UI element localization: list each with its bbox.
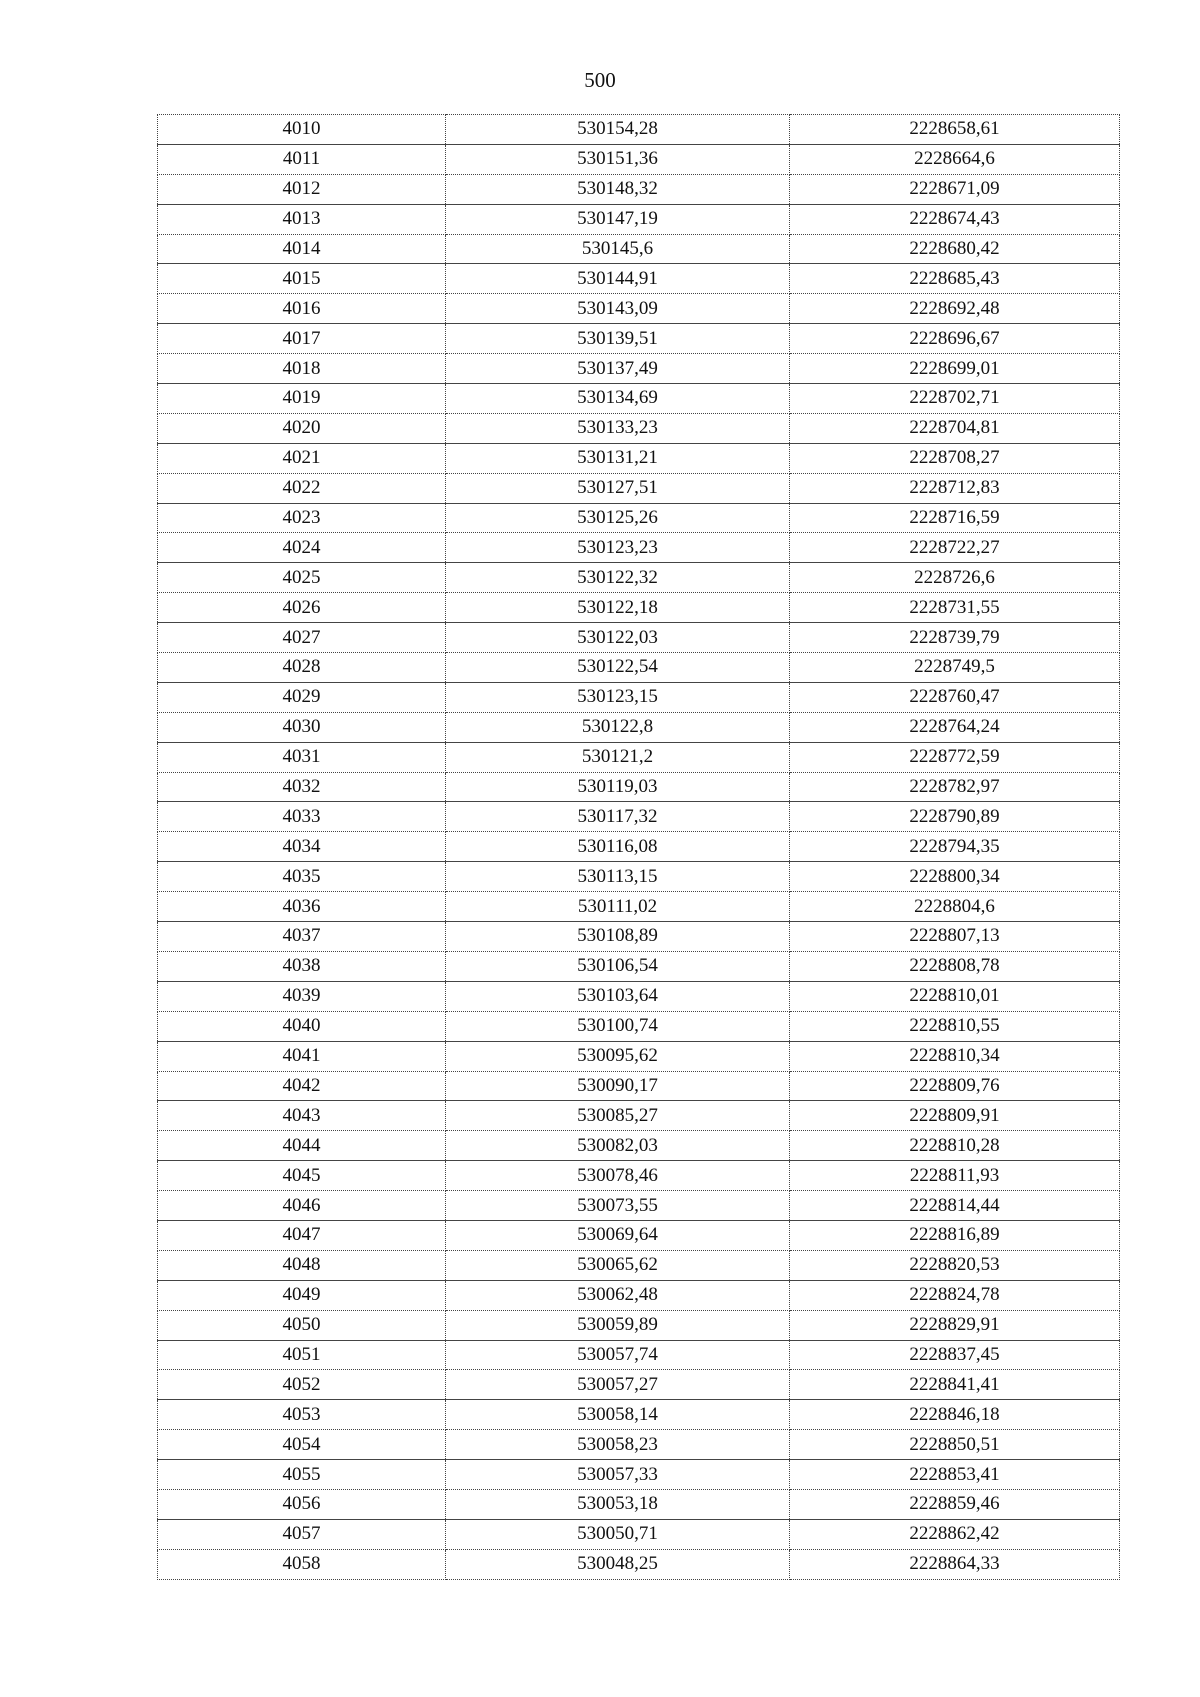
table-row <box>158 1071 1120 1101</box>
table-row <box>158 563 1120 593</box>
table-row <box>158 1250 1120 1280</box>
y-coordinate-cell: 2228837,45 <box>790 1340 1120 1370</box>
table-row <box>158 1041 1120 1071</box>
table-row <box>158 1549 1120 1579</box>
x-coordinate-cell: 530057,74 <box>446 1340 790 1370</box>
point-number-cell: 4050 <box>158 1310 446 1340</box>
point-number-cell: 4051 <box>158 1340 446 1370</box>
coordinates-table-body <box>158 115 1120 1580</box>
y-coordinate-cell: 2228664,6 <box>790 144 1120 174</box>
table-row <box>158 473 1120 503</box>
table-row <box>158 1370 1120 1400</box>
y-coordinate-cell: 2228764,24 <box>790 712 1120 742</box>
y-coordinate-cell: 2228680,42 <box>790 234 1120 264</box>
table-row <box>158 1489 1120 1519</box>
table-row <box>158 264 1120 294</box>
x-coordinate-cell: 530122,32 <box>446 563 790 593</box>
point-number-cell: 4020 <box>158 413 446 443</box>
table-row <box>158 144 1120 174</box>
y-coordinate-cell: 2228739,79 <box>790 623 1120 653</box>
x-coordinate-cell: 530121,2 <box>446 742 790 772</box>
coordinates-table <box>157 114 1120 1580</box>
y-coordinate-cell: 2228782,97 <box>790 772 1120 802</box>
table-row <box>158 204 1120 234</box>
point-number-cell: 4048 <box>158 1250 446 1280</box>
point-number-cell: 4055 <box>158 1460 446 1490</box>
y-coordinate-cell: 2228850,51 <box>790 1430 1120 1460</box>
y-coordinate-cell: 2228807,13 <box>790 922 1120 952</box>
x-coordinate-cell: 530125,26 <box>446 503 790 533</box>
point-number-cell: 4043 <box>158 1101 446 1131</box>
point-number-cell: 4025 <box>158 563 446 593</box>
y-coordinate-cell: 2228800,34 <box>790 862 1120 892</box>
point-number-cell: 4037 <box>158 922 446 952</box>
x-coordinate-cell: 530050,71 <box>446 1519 790 1549</box>
point-number-cell: 4036 <box>158 892 446 922</box>
point-number-cell: 4035 <box>158 862 446 892</box>
point-number-cell: 4045 <box>158 1161 446 1191</box>
table-row <box>158 384 1120 414</box>
point-number-cell: 4053 <box>158 1400 446 1430</box>
x-coordinate-cell: 530144,91 <box>446 264 790 294</box>
y-coordinate-cell: 2228804,6 <box>790 892 1120 922</box>
table-row <box>158 981 1120 1011</box>
x-coordinate-cell: 530078,46 <box>446 1161 790 1191</box>
point-number-cell: 4042 <box>158 1071 446 1101</box>
x-coordinate-cell: 530069,64 <box>446 1220 790 1250</box>
table-row <box>158 354 1120 384</box>
point-number-cell: 4021 <box>158 443 446 473</box>
point-number-cell: 4017 <box>158 324 446 354</box>
x-coordinate-cell: 530085,27 <box>446 1101 790 1131</box>
y-coordinate-cell: 2228859,46 <box>790 1489 1120 1519</box>
table-row <box>158 503 1120 533</box>
y-coordinate-cell: 2228731,55 <box>790 593 1120 623</box>
point-number-cell: 4030 <box>158 712 446 742</box>
x-coordinate-cell: 530151,36 <box>446 144 790 174</box>
x-coordinate-cell: 530059,89 <box>446 1310 790 1340</box>
y-coordinate-cell: 2228810,55 <box>790 1011 1120 1041</box>
table-row <box>158 115 1120 145</box>
point-number-cell: 4019 <box>158 384 446 414</box>
y-coordinate-cell: 2228726,6 <box>790 563 1120 593</box>
table-row <box>158 1519 1120 1549</box>
table-row <box>158 1430 1120 1460</box>
y-coordinate-cell: 2228790,89 <box>790 802 1120 832</box>
table-row <box>158 1400 1120 1430</box>
x-coordinate-cell: 530131,21 <box>446 443 790 473</box>
table-row <box>158 742 1120 772</box>
point-number-cell: 4029 <box>158 682 446 712</box>
x-coordinate-cell: 530127,51 <box>446 473 790 503</box>
point-number-cell: 4026 <box>158 593 446 623</box>
point-number-cell: 4056 <box>158 1489 446 1519</box>
x-coordinate-cell: 530145,6 <box>446 234 790 264</box>
x-coordinate-cell: 530095,62 <box>446 1041 790 1071</box>
point-number-cell: 4046 <box>158 1191 446 1221</box>
point-number-cell: 4033 <box>158 802 446 832</box>
y-coordinate-cell: 2228814,44 <box>790 1191 1120 1221</box>
x-coordinate-cell: 530073,55 <box>446 1191 790 1221</box>
y-coordinate-cell: 2228794,35 <box>790 832 1120 862</box>
x-coordinate-cell: 530057,33 <box>446 1460 790 1490</box>
point-number-cell: 4057 <box>158 1519 446 1549</box>
x-coordinate-cell: 530147,19 <box>446 204 790 234</box>
table-row <box>158 832 1120 862</box>
x-coordinate-cell: 530122,54 <box>446 653 790 683</box>
table-row <box>158 174 1120 204</box>
table-row <box>158 802 1120 832</box>
table-row <box>158 413 1120 443</box>
x-coordinate-cell: 530106,54 <box>446 951 790 981</box>
y-coordinate-cell: 2228808,78 <box>790 951 1120 981</box>
point-number-cell: 4047 <box>158 1220 446 1250</box>
table-row <box>158 1191 1120 1221</box>
table-row <box>158 1460 1120 1490</box>
x-coordinate-cell: 530057,27 <box>446 1370 790 1400</box>
point-number-cell: 4031 <box>158 742 446 772</box>
point-number-cell: 4016 <box>158 294 446 324</box>
point-number-cell: 4018 <box>158 354 446 384</box>
table-row <box>158 324 1120 354</box>
table-row <box>158 1310 1120 1340</box>
point-number-cell: 4041 <box>158 1041 446 1071</box>
point-number-cell: 4011 <box>158 144 446 174</box>
y-coordinate-cell: 2228708,27 <box>790 443 1120 473</box>
y-coordinate-cell: 2228864,33 <box>790 1549 1120 1579</box>
y-coordinate-cell: 2228820,53 <box>790 1250 1120 1280</box>
table-row <box>158 533 1120 563</box>
table-row <box>158 951 1120 981</box>
x-coordinate-cell: 530123,23 <box>446 533 790 563</box>
x-coordinate-cell: 530103,64 <box>446 981 790 1011</box>
y-coordinate-cell: 2228712,83 <box>790 473 1120 503</box>
x-coordinate-cell: 530053,18 <box>446 1489 790 1519</box>
y-coordinate-cell: 2228696,67 <box>790 324 1120 354</box>
y-coordinate-cell: 2228749,5 <box>790 653 1120 683</box>
y-coordinate-cell: 2228862,42 <box>790 1519 1120 1549</box>
y-coordinate-cell: 2228722,27 <box>790 533 1120 563</box>
point-number-cell: 4054 <box>158 1430 446 1460</box>
table-row <box>158 1101 1120 1131</box>
table-row <box>158 1161 1120 1191</box>
y-coordinate-cell: 2228772,59 <box>790 742 1120 772</box>
y-coordinate-cell: 2228853,41 <box>790 1460 1120 1490</box>
x-coordinate-cell: 530143,09 <box>446 294 790 324</box>
table-row <box>158 1340 1120 1370</box>
x-coordinate-cell: 530122,03 <box>446 623 790 653</box>
point-number-cell: 4023 <box>158 503 446 533</box>
point-number-cell: 4015 <box>158 264 446 294</box>
x-coordinate-cell: 530108,89 <box>446 922 790 952</box>
point-number-cell: 4022 <box>158 473 446 503</box>
table-row <box>158 772 1120 802</box>
x-coordinate-cell: 530123,15 <box>446 682 790 712</box>
x-coordinate-cell: 530148,32 <box>446 174 790 204</box>
table-row <box>158 1131 1120 1161</box>
table-row <box>158 623 1120 653</box>
table-row <box>158 1011 1120 1041</box>
table-row <box>158 712 1120 742</box>
y-coordinate-cell: 2228841,41 <box>790 1370 1120 1400</box>
point-number-cell: 4058 <box>158 1549 446 1579</box>
point-number-cell: 4052 <box>158 1370 446 1400</box>
table-row <box>158 294 1120 324</box>
y-coordinate-cell: 2228704,81 <box>790 413 1120 443</box>
page-number: 500 <box>584 68 616 92</box>
table-row <box>158 922 1120 952</box>
y-coordinate-cell: 2228846,18 <box>790 1400 1120 1430</box>
point-number-cell: 4024 <box>158 533 446 563</box>
y-coordinate-cell: 2228829,91 <box>790 1310 1120 1340</box>
table-row <box>158 593 1120 623</box>
y-coordinate-cell: 2228824,78 <box>790 1280 1120 1310</box>
table-row <box>158 892 1120 922</box>
y-coordinate-cell: 2228702,71 <box>790 384 1120 414</box>
table-row <box>158 862 1120 892</box>
x-coordinate-cell: 530065,62 <box>446 1250 790 1280</box>
x-coordinate-cell: 530058,14 <box>446 1400 790 1430</box>
x-coordinate-cell: 530058,23 <box>446 1430 790 1460</box>
x-coordinate-cell: 530154,28 <box>446 115 790 145</box>
y-coordinate-cell: 2228671,09 <box>790 174 1120 204</box>
x-coordinate-cell: 530117,32 <box>446 802 790 832</box>
x-coordinate-cell: 530090,17 <box>446 1071 790 1101</box>
x-coordinate-cell: 530119,03 <box>446 772 790 802</box>
y-coordinate-cell: 2228809,91 <box>790 1101 1120 1131</box>
x-coordinate-cell: 530048,25 <box>446 1549 790 1579</box>
table-row <box>158 1280 1120 1310</box>
table-row <box>158 443 1120 473</box>
point-number-cell: 4028 <box>158 653 446 683</box>
y-coordinate-cell: 2228816,89 <box>790 1220 1120 1250</box>
point-number-cell: 4010 <box>158 115 446 145</box>
x-coordinate-cell: 530113,15 <box>446 862 790 892</box>
point-number-cell: 4049 <box>158 1280 446 1310</box>
point-number-cell: 4044 <box>158 1131 446 1161</box>
y-coordinate-cell: 2228658,61 <box>790 115 1120 145</box>
x-coordinate-cell: 530133,23 <box>446 413 790 443</box>
y-coordinate-cell: 2228674,43 <box>790 204 1120 234</box>
point-number-cell: 4039 <box>158 981 446 1011</box>
table-row <box>158 682 1120 712</box>
x-coordinate-cell: 530082,03 <box>446 1131 790 1161</box>
point-number-cell: 4032 <box>158 772 446 802</box>
y-coordinate-cell: 2228810,01 <box>790 981 1120 1011</box>
y-coordinate-cell: 2228699,01 <box>790 354 1120 384</box>
point-number-cell: 4012 <box>158 174 446 204</box>
point-number-cell: 4034 <box>158 832 446 862</box>
point-number-cell: 4040 <box>158 1011 446 1041</box>
table-row <box>158 234 1120 264</box>
point-number-cell: 4013 <box>158 204 446 234</box>
point-number-cell: 4014 <box>158 234 446 264</box>
x-coordinate-cell: 530116,08 <box>446 832 790 862</box>
y-coordinate-cell: 2228811,93 <box>790 1161 1120 1191</box>
table-row <box>158 653 1120 683</box>
y-coordinate-cell: 2228810,28 <box>790 1131 1120 1161</box>
x-coordinate-cell: 530100,74 <box>446 1011 790 1041</box>
x-coordinate-cell: 530122,18 <box>446 593 790 623</box>
point-number-cell: 4027 <box>158 623 446 653</box>
x-coordinate-cell: 530122,8 <box>446 712 790 742</box>
point-number-cell: 4038 <box>158 951 446 981</box>
x-coordinate-cell: 530062,48 <box>446 1280 790 1310</box>
y-coordinate-cell: 2228809,76 <box>790 1071 1120 1101</box>
x-coordinate-cell: 530137,49 <box>446 354 790 384</box>
y-coordinate-cell: 2228685,43 <box>790 264 1120 294</box>
y-coordinate-cell: 2228810,34 <box>790 1041 1120 1071</box>
y-coordinate-cell: 2228692,48 <box>790 294 1120 324</box>
y-coordinate-cell: 2228760,47 <box>790 682 1120 712</box>
x-coordinate-cell: 530134,69 <box>446 384 790 414</box>
y-coordinate-cell: 2228716,59 <box>790 503 1120 533</box>
x-coordinate-cell: 530111,02 <box>446 892 790 922</box>
table-row <box>158 1220 1120 1250</box>
x-coordinate-cell: 530139,51 <box>446 324 790 354</box>
